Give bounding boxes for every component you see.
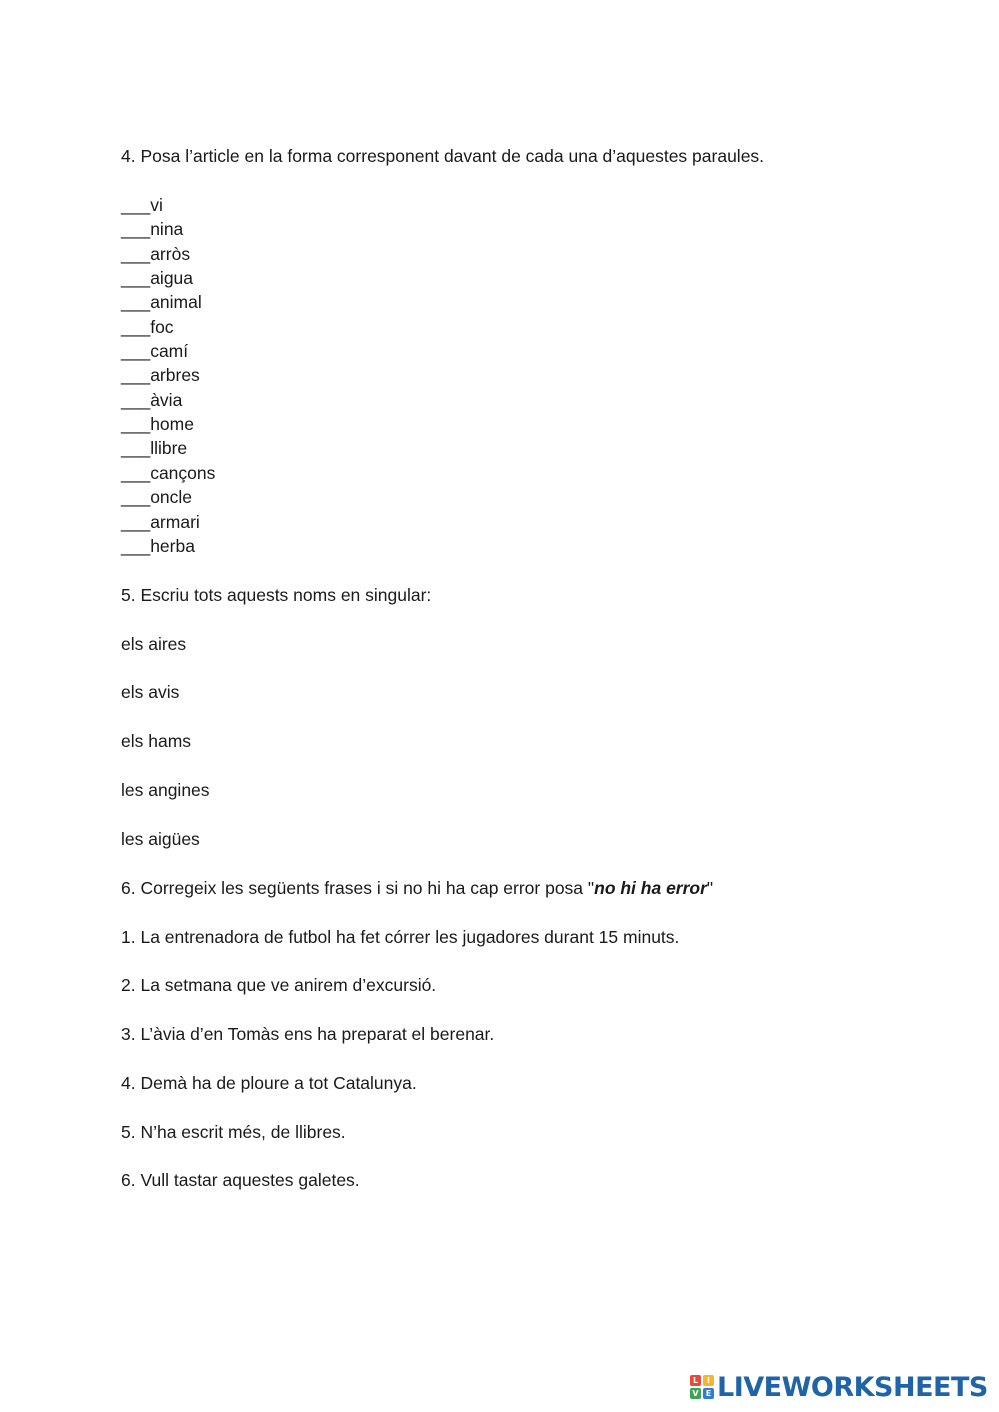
sentence-item: 5. N’ha escrit més, de llibres.: [121, 1122, 346, 1142]
liveworksheets-brand[interactable]: [690, 1372, 988, 1402]
blank-line[interactable]: ___: [121, 268, 151, 288]
singular-item: les aigües: [121, 829, 200, 849]
logo-tile: V: [690, 1388, 701, 1399]
fill-item: [121, 413, 194, 435]
fill-item: [121, 218, 183, 240]
logo-tile: I: [703, 1375, 714, 1386]
fill-word: armari: [150, 512, 200, 532]
fill-word: cançons: [150, 463, 216, 483]
fill-item: [121, 364, 200, 386]
blank-line[interactable]: ___: [121, 219, 151, 239]
fill-item: [121, 316, 174, 338]
logo-tile: E: [703, 1388, 714, 1399]
blank-line[interactable]: ___: [121, 536, 151, 556]
blank-line[interactable]: ___: [121, 244, 151, 264]
liveworksheets-logo-icon: [690, 1375, 714, 1399]
fill-word: arròs: [150, 244, 191, 264]
blank-line[interactable]: ___: [121, 463, 151, 483]
fill-item: [121, 535, 195, 557]
section5-heading: 5. Escriu tots aquests noms en singular:: [121, 585, 432, 605]
blank-line[interactable]: ___: [121, 292, 151, 312]
fill-item: [121, 437, 187, 459]
brand-name: LIVEWORKSHEETS: [717, 1371, 988, 1403]
blank-line[interactable]: ___: [121, 487, 151, 507]
fill-item: [121, 462, 215, 484]
blank-line[interactable]: ___: [121, 390, 151, 410]
section6-heading: [121, 877, 713, 899]
blank-line[interactable]: ___: [121, 365, 151, 385]
section6-heading-emphasis: no hi ha error: [594, 878, 707, 898]
sentence-item: 6. Vull tastar aquestes galetes.: [121, 1170, 360, 1190]
fill-word: animal: [150, 292, 202, 312]
sentence-item: 1. La entrenadora de futbol ha fet córrer les jugadores durant 15 minuts.: [121, 927, 680, 947]
sentence-item: 2. La setmana que ve anirem d’excursió.: [121, 975, 437, 995]
fill-word: àvia: [150, 390, 183, 410]
singular-item: les angines: [121, 780, 210, 800]
section4-heading: 4. Posa l’article en la forma corresponent davant de cada una d’aquestes paraules.: [121, 146, 765, 166]
sentence-item: 4. Demà ha de ploure a tot Catalunya.: [121, 1073, 417, 1093]
fill-word: aigua: [150, 268, 194, 288]
singular-item: els avis: [121, 682, 180, 702]
singular-item: els aires: [121, 634, 187, 654]
fill-word: camí: [150, 341, 189, 361]
fill-item: [121, 340, 188, 362]
blank-line[interactable]: ___: [121, 341, 151, 361]
sentence-item: 3. L’àvia d’en Tomàs ens ha preparat el berenar.: [121, 1024, 495, 1044]
fill-word: herba: [150, 536, 195, 556]
logo-tile: L: [690, 1375, 701, 1386]
blank-line[interactable]: ___: [121, 414, 151, 434]
fill-item: [121, 267, 193, 289]
singular-item: els hams: [121, 731, 192, 751]
fill-word: foc: [150, 317, 174, 337]
fill-word: llibre: [150, 438, 188, 458]
fill-word: oncle: [150, 487, 193, 507]
fill-item: [121, 291, 202, 313]
section6-heading-suffix: ": [706, 878, 714, 898]
fill-item: [121, 486, 192, 508]
fill-word: home: [150, 414, 194, 434]
fill-item: [121, 194, 163, 216]
blank-line[interactable]: ___: [121, 438, 151, 458]
fill-word: vi: [150, 195, 163, 215]
section6-heading-prefix: 6. Corregeix les següents frases i si no hi ha cap error posa ": [121, 878, 595, 898]
blank-line[interactable]: ___: [121, 195, 151, 215]
fill-item: [121, 389, 182, 411]
fill-item: [121, 243, 190, 265]
fill-word: nina: [150, 219, 184, 239]
blank-line[interactable]: ___: [121, 512, 151, 532]
blank-line[interactable]: ___: [121, 317, 151, 337]
fill-word: arbres: [150, 365, 200, 385]
fill-item: [121, 511, 200, 533]
